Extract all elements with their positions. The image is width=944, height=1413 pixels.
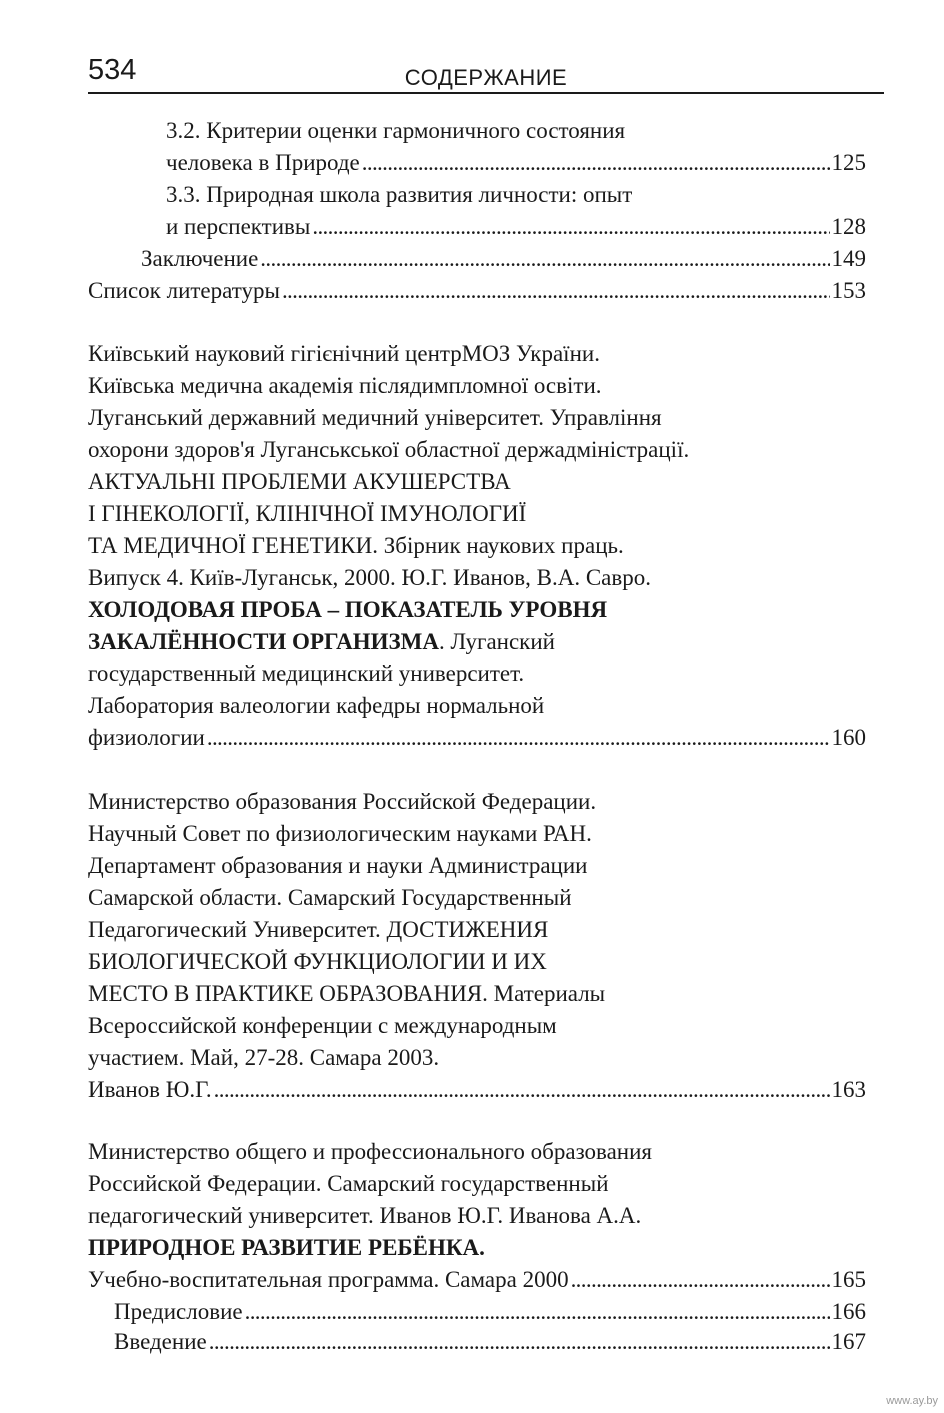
text-line: государственный медицинский университет. [88,661,525,686]
toc-entry [166,148,866,178]
toc-entry [88,1265,866,1295]
page-number: 534 [88,54,137,86]
dot-leader [571,1265,830,1295]
dot-leader [209,1327,830,1357]
toc-entry-title: Заключение [141,246,259,271]
text-line: Российской Федерации. Самарский государственный [88,1171,609,1196]
text-line: Всероссийской конференции с международным [88,1013,557,1038]
text-line: Министерство образования Российской Федерации. [88,789,597,814]
toc-entry-title: человека в Природе [166,150,360,175]
toc-entry-page: 165 [831,1267,866,1292]
toc-entry [141,244,866,274]
toc-entry [88,1075,866,1105]
dot-leader [260,244,829,274]
text-line: Луганський державний медичний університет. Управління [88,405,662,430]
text-line: охорони здоров'я Луганськської областної держадміністрації. [88,437,690,462]
text-line: Педагогический Университет. ДОСТИЖЕНИЯ [88,917,549,942]
toc-entry-title: Введение [114,1329,207,1354]
toc-entry-page: 153 [831,278,866,303]
text-line: педагогический университет. Иванов Ю.Г. Иванова А.А. [88,1203,642,1228]
dot-leader [214,1075,830,1105]
toc-entry-title: физиологии [88,725,205,750]
toc-entry-title: Иванов Ю.Г. [88,1077,212,1102]
text-line: Министерство общего и профессионального образования [88,1139,652,1164]
toc-entry-page: 163 [831,1077,866,1102]
toc-entry-page: 125 [831,150,866,175]
text-line: БИОЛОГИЧЕСКОЙ ФУНКЦИОЛОГИИ И ИХ [88,949,547,974]
toc-entry-page: 149 [831,246,866,271]
text-line: Научный Совет по физиологическим науками РАН. [88,821,592,846]
text-line: Київська медична академія післядимпломної освіти. [88,373,602,398]
toc-line: 3.2. Критерии оценки гармоничного состояния [166,118,626,143]
bold-title-line: ХОЛОДОВАЯ ПРОБА – ПОКАЗАТЕЛЬ УРОВНЯ [88,597,608,622]
title-continuation: . Луганский [438,629,555,654]
toc-entry-page: 167 [831,1329,866,1354]
toc-entry-page: 160 [831,725,866,750]
text-line [88,627,866,657]
toc-entry-title: Предисловие [114,1299,243,1324]
dot-leader [282,276,830,306]
toc-entry-title: и перспективы [166,214,311,239]
text-line: АКТУАЛЬНІ ПРОБЛЕМИ АКУШЕРСТВА [88,469,511,494]
toc-entry-title: Список литературы [88,278,280,303]
bold-title-part: ЗАКАЛЁННОСТИ ОРГАНИЗМА [88,629,439,654]
bold-title-line: ПРИРОДНОЕ РАЗВИТИЕ РЕБЁНКА. [88,1235,485,1260]
toc-entry [88,723,866,753]
text-line: Департамент образования и науки Администрации [88,853,588,878]
running-title: СОДЕРЖАНИЕ [404,65,568,90]
text-line: Лаборатория валеологии кафедры нормальной [88,693,545,718]
toc-entry [114,1327,866,1357]
toc-entry [114,1297,866,1327]
text-line: МЕСТО В ПРАКТИКЕ ОБРАЗОВАНИЯ. Материалы [88,981,606,1006]
text-line: І ГІНЕКОЛОГІЇ, КЛІНІЧНОЇ ІМУНОЛОГИЇ [88,501,527,526]
toc-entry-title: Учебно-воспитательная программа. Самара 2000 [88,1267,569,1292]
header-rule [88,92,884,94]
toc-line: 3.3. Природная школа развития личности: опыт [166,182,633,207]
text-line: участием. Май, 27-28. Самара 2003. [88,1045,440,1070]
toc-entry-page: 166 [831,1299,866,1324]
text-line: Київський науковий гігієнічний центрМОЗ України. [88,341,600,366]
toc-entry [88,276,866,306]
dot-leader [362,148,830,178]
watermark: www.ay.by [886,1395,938,1407]
dot-leader [245,1297,830,1327]
text-line: ТА МЕДИЧНОЇ ГЕНЕТИКИ. Збірник наукових праць. [88,533,624,558]
dot-leader [207,723,830,753]
toc-entry [166,212,866,242]
dot-leader [312,212,829,242]
toc-entry-page: 128 [831,214,866,239]
text-line: Самарской области. Самарский Государственный [88,885,572,910]
text-line: Випуск 4. Київ-Луганськ, 2000. Ю.Г. Иванов, В.А. Савро. [88,565,651,590]
